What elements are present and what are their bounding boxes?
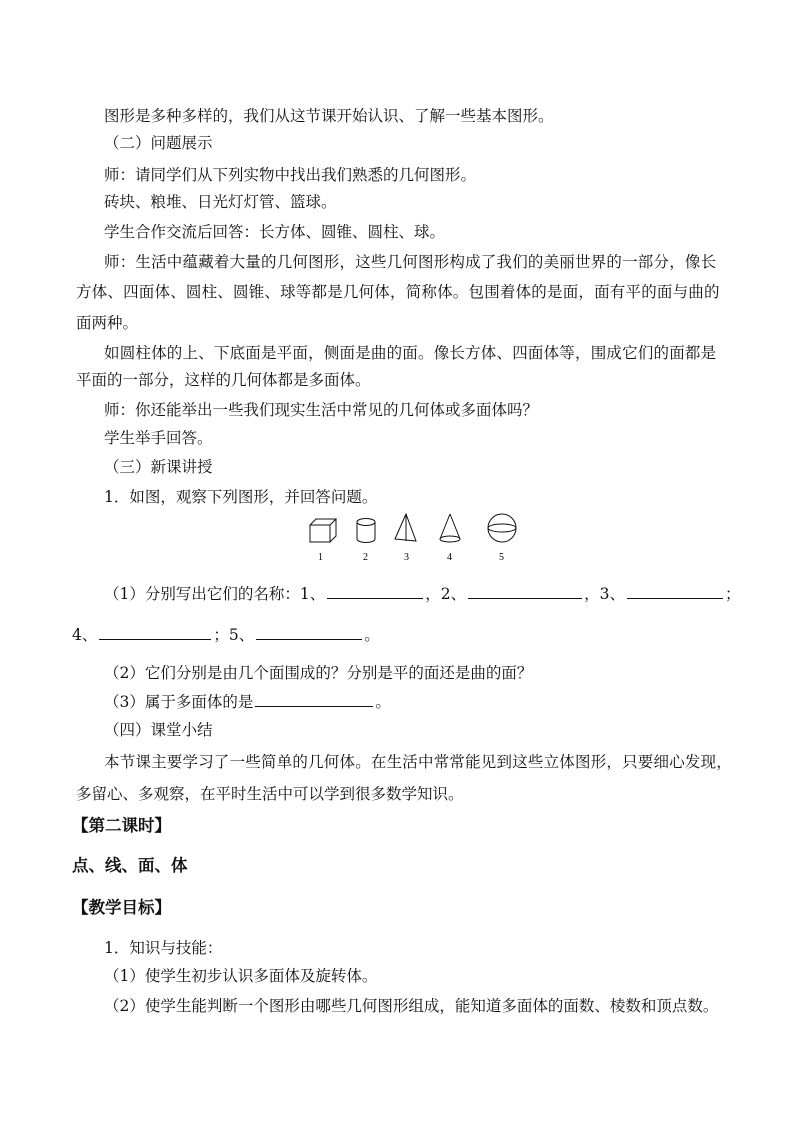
question-text: 4、 xyxy=(72,626,98,644)
paragraph: 如圆柱体的上、下底面是平面，侧面是曲的面。像长方体、四面体等，围成它们的面都是 xyxy=(104,344,717,362)
section-heading: （三）新课讲授 xyxy=(104,458,213,476)
question-text: ；5、 xyxy=(213,626,255,644)
topic-title: 点、线、面、体 xyxy=(72,856,188,875)
paragraph: 面两种。 xyxy=(76,314,139,332)
lesson-heading: 【第二课时】 xyxy=(72,816,171,835)
question-text: （1）分别写出它们的名称：1、 xyxy=(104,585,326,603)
geometry-figure xyxy=(300,512,530,564)
goal-item: 1．知识与技能： xyxy=(104,939,223,957)
paragraph: 图形是多种多样的，我们从这节课开始认识、了解一些基本图形。 xyxy=(104,107,554,125)
paragraph: 学生举手回答。 xyxy=(104,429,213,447)
answer-blank-6[interactable] xyxy=(255,692,373,707)
answer-blank-4[interactable] xyxy=(99,625,211,640)
answer-blank-2[interactable] xyxy=(468,584,582,599)
cylinder-icon xyxy=(357,519,375,543)
paragraph: 师：生活中蕴藏着大量的几何图形，这些几何图形构成了我们的美丽世界的一部分，像长 xyxy=(104,253,717,271)
figure-label: 4 xyxy=(447,552,452,563)
goals-heading: 【教学目标】 xyxy=(72,898,171,917)
question-3 xyxy=(104,692,391,712)
question-text: ，3、 xyxy=(584,585,625,603)
figure-label: 2 xyxy=(363,552,368,563)
question-1 xyxy=(104,584,741,604)
question-1-continued xyxy=(72,625,380,645)
question-text: 。 xyxy=(375,693,391,711)
question-text: ； xyxy=(724,585,741,603)
paragraph: 多留心、多观察，在平时生活中可以学到很多数学知识。 xyxy=(76,785,464,803)
cube-icon xyxy=(310,519,336,542)
paragraph: 方体、四面体、圆柱、圆锥、球等都是几何体，简称体。包围着体的是面，面有平的面与曲的 xyxy=(76,283,720,301)
question-text: 。 xyxy=(364,626,380,644)
paragraph: 学生合作交流后回答：长方体、圆锥、圆柱、球。 xyxy=(104,223,446,241)
figure-label: 5 xyxy=(499,552,504,563)
goal-item: （2）使学生能判断一个图形由哪些几何图形组成，能知道多面体的面数、棱数和顶点数。 xyxy=(104,997,719,1015)
figure-label: 3 xyxy=(404,552,409,563)
paragraph: 砖块、粮堆、日光灯灯管、篮球。 xyxy=(104,193,337,211)
paragraph: 本节课主要学习了一些简单的几何体。在生活中常常能见到这些立体图形，只要细心发现， xyxy=(104,753,733,771)
paragraph: 平面的一部分，这样的几何体都是多面体。 xyxy=(76,371,371,389)
goal-item: （1）使学生初步认识多面体及旋转体。 xyxy=(104,967,378,985)
section-heading: （四）课堂小结 xyxy=(104,721,213,739)
paragraph: 师：你还能举出一些我们现实生活中常见的几何体或多面体吗？ xyxy=(104,401,539,419)
figure-label: 1 xyxy=(318,552,323,563)
question-text: （3）属于多面体的是 xyxy=(104,693,254,711)
tetrahedron-icon xyxy=(395,514,416,541)
paragraph: 1．如图，观察下列图形，并回答问题。 xyxy=(104,488,378,506)
answer-blank-5[interactable] xyxy=(256,625,362,640)
answer-blank-1[interactable] xyxy=(327,584,423,599)
paragraph: 师：请同学们从下列实物中找出我们熟悉的几何图形。 xyxy=(104,166,477,184)
cone-icon xyxy=(440,514,460,542)
answer-blank-3[interactable] xyxy=(627,584,723,599)
section-heading: （二）问题展示 xyxy=(104,134,213,152)
sphere-icon xyxy=(488,514,516,542)
question-text: ，2、 xyxy=(425,585,467,603)
question-2: （2）它们分别是由几个面围成的？分别是平的面还是曲的面？ xyxy=(104,664,533,682)
